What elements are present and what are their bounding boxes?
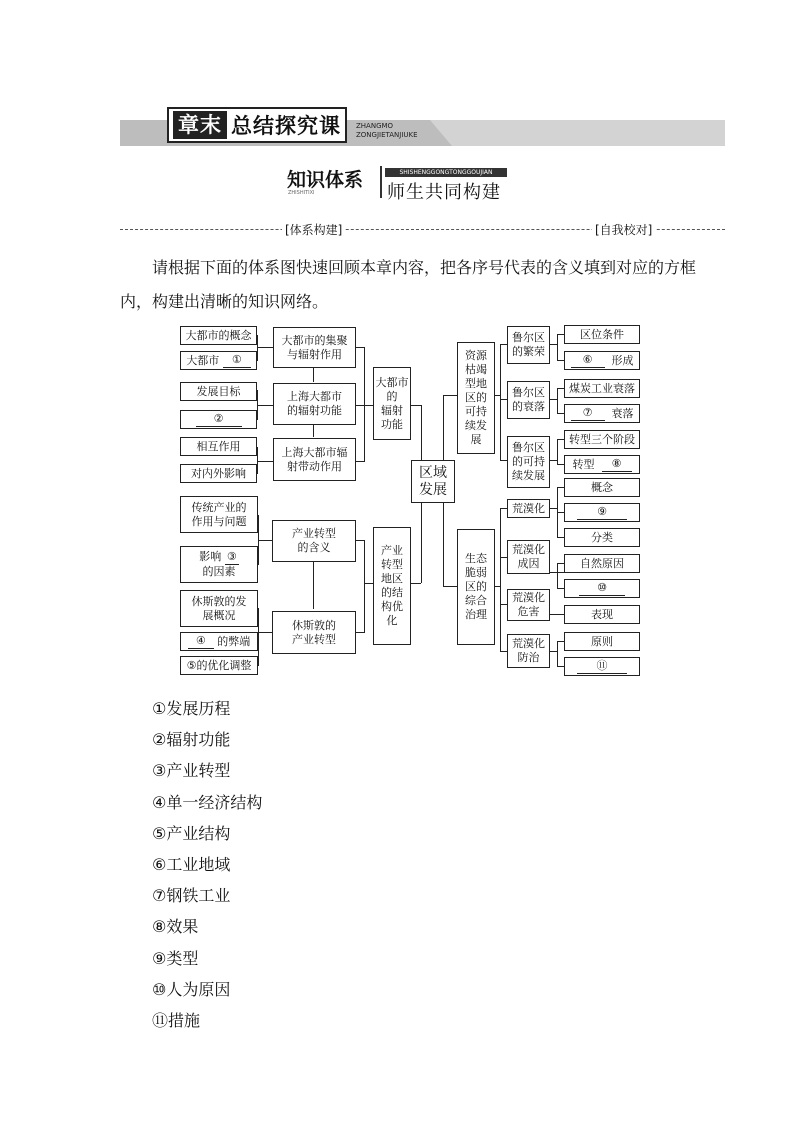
leaf-text: 衰落 [611,406,634,420]
leaf-node [180,410,257,429]
intro-paragraph: 请根据下面的体系图快速回顾本章内容，把各序号代表的含义填到对应的方框内，构建出清晰的知识网络。 [120,258,697,311]
connector [257,347,273,348]
mid-node: 上海大都市 的辐射功能 [273,383,356,425]
connector [557,464,564,465]
blank-marker: ① [223,353,251,368]
answer-item: ⑨类型 [152,948,199,968]
section-title: 知识体系 [287,169,364,191]
answer-item: ②辐射功能 [152,730,231,750]
leaf-text: 影响 [199,550,222,563]
main-branch-node: 大都市 的 辐射 功能 [373,367,411,440]
blank-marker: ⑪ [577,659,627,674]
answer-item: ⑧效果 [152,917,199,937]
leaf-node: 相互作用 [180,437,257,456]
leaf-node: 自然原因 [564,554,640,573]
answer-item: ⑩人为原因 [152,979,231,999]
connector [443,395,457,396]
mid-node: 上海大都市辐 射带动作用 [273,438,356,481]
arrow-down [313,557,314,609]
connector [258,632,272,633]
blank-marker: ⑧ [602,457,632,472]
blank-marker: ⑨ [577,505,627,520]
answer-item: ⑥工业地域 [152,854,231,874]
mid-node: 鲁尔区 的繁荣 [507,326,550,364]
connector [500,651,507,652]
leaf-text: 的弊端 [217,634,251,648]
pinyin-line-2: ZONGJIETANJIUKE [356,131,418,139]
connector [557,413,564,414]
badge-title: 总结探究课 [231,114,341,138]
leaf-node: 转型三个阶段 [564,430,640,449]
answer-item: ④单一经济结构 [152,792,263,812]
leaf-text: 大都市 [186,353,220,367]
leaf-node: 大都市的概念 [180,326,257,345]
connector [257,405,273,406]
connector [500,344,501,461]
leaf-node [180,546,258,583]
arrow-down [313,425,314,437]
section-pinyin-top: SHISHENGGONGTONGGOUJIAN [385,168,507,177]
connector [557,512,564,513]
connector [557,563,558,588]
leaf-node [564,351,640,370]
connector [443,586,457,587]
leaf-node: 发展目标 [180,382,257,401]
connector [557,360,564,361]
leaf-node [180,351,257,370]
connector [258,540,272,541]
leaf-node [564,455,640,474]
mid-node: 大都市的集聚 与辐射作用 [273,327,356,368]
connector [557,588,564,589]
connector [557,334,558,360]
main-branch-node: 生态 脆弱 区的 综合 治理 [457,529,495,645]
tag-self-check: [自我校对] [592,221,655,238]
leaf-node: 原则 [564,632,640,651]
connector [557,439,564,440]
diagram-center-node: 区域 发展 [411,460,455,503]
mid-node: 休斯敦的 产业转型 [272,611,356,654]
connector [557,388,558,413]
connector [500,604,507,605]
connector [421,503,422,583]
mid-node: 鲁尔区 的可持 续发展 [507,436,550,488]
connector [557,563,564,564]
connector [500,508,507,509]
connector [356,461,364,462]
connector [557,388,564,389]
pinyin-line-1: ZHANGMO [356,122,394,130]
leaf-node: 煤炭工业衰落 [564,379,640,398]
connector [364,347,365,462]
connector [550,508,557,509]
leaf-node [180,656,258,675]
blank-marker: ④ [188,634,214,649]
blank-marker: ⑦ [571,406,605,421]
leaf-line: 的因素 [202,565,236,578]
connector [500,508,501,651]
leaf-node: 概念 [564,478,640,497]
answer-item: ①发展历程 [152,699,231,718]
connector [356,347,364,348]
section-subtitle: 师生共同构建 [387,182,501,203]
main-branch-node: 产业 转型 地区 的结 构优 化 [373,527,411,645]
connector [557,334,564,335]
connector [443,395,444,460]
mid-node: 荒漠化 成因 [507,540,550,574]
connector [557,641,558,666]
answer-item: ③产业转型 [152,761,231,781]
tag-system-build: [体系构建] [282,221,345,238]
connector [557,641,564,642]
leaf-text: 转型 [572,457,595,471]
connector [411,583,421,584]
connector [557,537,564,538]
connector [356,632,364,633]
leaf-node: 传统产业的 作用与问题 [180,496,258,533]
leaf-text: 的优化调整 [196,658,252,672]
badge-dark-label: 章末 [173,111,227,139]
connector [257,335,258,361]
leaf-node [564,404,640,423]
connector [500,460,507,461]
connector [500,344,507,345]
blank-marker: ⑥ [571,353,605,368]
mid-node: 鲁尔区 的衰落 [507,381,550,419]
leaf-node [564,657,640,676]
answer-item: ⑦钢铁工业 [152,886,231,906]
leaf-node: 表现 [564,605,640,624]
connector [550,614,564,615]
answer-list [152,693,262,1036]
connector [557,487,564,488]
blank-marker: ⑤ [186,658,197,672]
connector [421,405,422,460]
connector [557,439,558,464]
connector [550,344,557,345]
connector [550,460,557,461]
connector [411,405,421,406]
leaf-node [564,503,640,522]
leaf-node: 休斯敦的发 展概况 [180,590,258,627]
leaf-node: 分类 [564,528,640,547]
leaf-node: 对内外影响 [180,464,257,483]
blank-marker: ③ [225,550,239,565]
section-pinyin-bottom: ZHISHITIXI [288,190,315,196]
leaf-node [564,579,640,598]
connector [550,651,557,652]
leaf-text: 形成 [611,353,634,367]
connector [364,540,365,633]
answer-item: ⑪措施 [152,1010,201,1030]
mid-node: 荒漠化 [507,499,550,518]
connector [557,666,564,667]
leaf-line [199,550,239,565]
mid-node: 荒漠化 危害 [507,589,550,621]
connector [364,583,373,584]
answer-item: ⑤产业结构 [152,823,231,843]
mid-node: 产业转型 的含义 [272,520,356,562]
arrow-down [313,368,314,382]
main-branch-node: 资源 枯竭 型地 区的 可持 续发 展 [457,342,495,454]
leaf-node [180,632,258,651]
connector [443,503,444,586]
connector [500,399,507,400]
connector [257,461,273,462]
connector [550,399,557,400]
connector [500,557,507,558]
blank-marker: ② [196,412,242,427]
blank-marker: ⑩ [579,581,625,596]
connector [258,608,259,666]
mid-node: 荒漠化 防治 [507,634,550,668]
connector [356,540,364,541]
leaf-node: 区位条件 [564,325,640,344]
